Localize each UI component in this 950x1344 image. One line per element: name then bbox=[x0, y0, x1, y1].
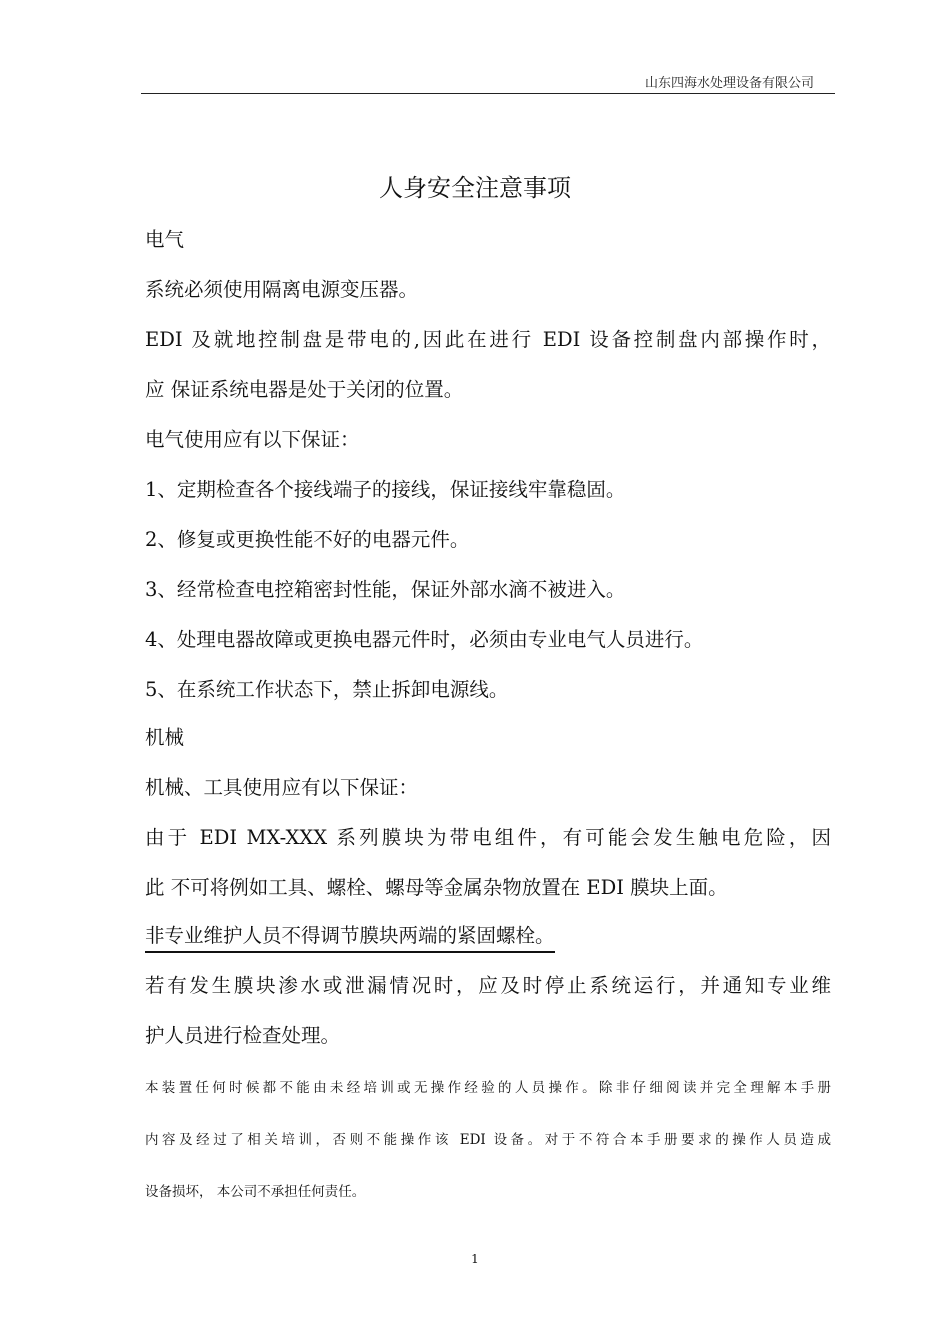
electrical-item-1: 1、定期检查各个接线端子的接线，保证接线牢靠稳固。 bbox=[145, 478, 626, 501]
electrical-item-4: 4、处理电器故障或更换电器元件时，必须由专业电气人员进行。 bbox=[145, 628, 704, 651]
electrical-guarantee-intro: 电气使用应有以下保证： bbox=[145, 428, 360, 451]
electrical-paragraph-line-1: 系统必须使用隔离电源变压器。 bbox=[145, 278, 419, 301]
mechanical-guarantee-intro: 机械、工具使用应有以下保证： bbox=[145, 776, 419, 799]
notice-line-1: 本装置任何时候都不能由未经培训或无操作经验的人员操作。除非仔细阅读并完全理解本手册 bbox=[145, 1080, 831, 1096]
electrical-item-5: 5、在系统工作状态下，禁止拆卸电源线。 bbox=[145, 678, 509, 701]
electrical-paragraph-line-2: EDI 及就地控制盘是带电的,因此在进行 EDI 设备控制盘内部操作时， bbox=[145, 328, 831, 351]
page-title: 人身安全注意事项 bbox=[379, 174, 571, 202]
section-heading-mechanical: 机械 bbox=[145, 726, 185, 749]
mechanical-warning bbox=[145, 920, 555, 948]
section-heading-electrical: 电气 bbox=[145, 228, 185, 251]
electrical-paragraph-line-3: 应 保证系统电器是处于关闭的位置。 bbox=[145, 378, 464, 401]
mechanical-paragraph-line-4: 护人员进行检查处理。 bbox=[145, 1024, 341, 1047]
notice-line-3: 设备损坏， 本公司不承担任何责任。 bbox=[145, 1184, 366, 1200]
header-divider bbox=[141, 93, 835, 94]
mechanical-warning-text: 非专业维护人员不得调节膜块两端的紧固螺栓。 bbox=[145, 924, 555, 953]
electrical-item-3: 3、经常检查电控箱密封性能，保证外部水滴不被进入。 bbox=[145, 578, 626, 601]
mechanical-paragraph-line-2: 此 不可将例如工具、螺栓、螺母等金属杂物放置在 EDI 膜块上面。 bbox=[145, 876, 728, 899]
mechanical-paragraph-line-1: 由于 EDI MX-XXX 系列膜块为带电组件，有可能会发生触电危险，因 bbox=[145, 826, 831, 849]
header-company-name: 山东四海水处理设备有限公司 bbox=[644, 76, 814, 91]
page-number: 1 bbox=[471, 1252, 479, 1266]
mechanical-paragraph-line-3: 若有发生膜块渗水或泄漏情况时，应及时停止系统运行，并通知专业维 bbox=[145, 974, 831, 997]
notice-line-2: 内容及经过了相关培训，否则不能操作该 EDI 设备。对于不符合本手册要求的操作人员造成 bbox=[145, 1132, 831, 1148]
electrical-item-2: 2、修复或更换性能不好的电器元件。 bbox=[145, 528, 470, 551]
